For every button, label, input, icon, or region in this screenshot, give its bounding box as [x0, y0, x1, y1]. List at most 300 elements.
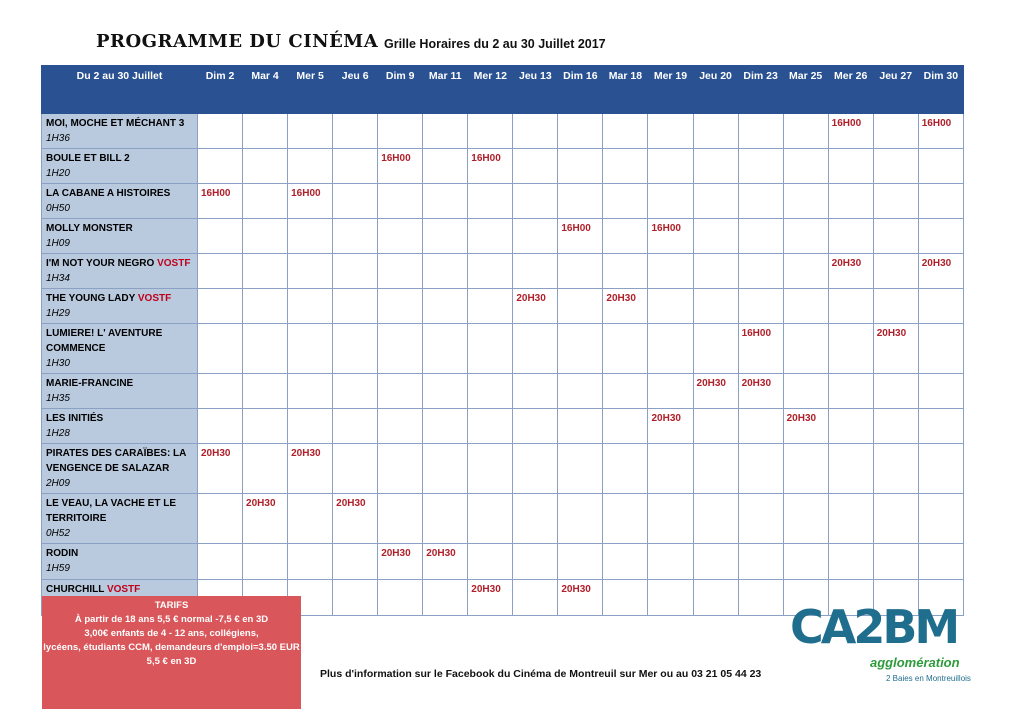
tarifs-heading: TARIFS: [154, 600, 189, 611]
showtime-cell: [423, 444, 468, 494]
showtime-cell: [378, 444, 423, 494]
film-cell: [42, 444, 198, 494]
vostf-tag: VOSTF: [157, 258, 191, 269]
showtime-cell: [828, 444, 873, 494]
showtime-cell: [558, 444, 603, 494]
day-header: Jeu 20: [693, 66, 738, 114]
showtime-cell: 20H30: [603, 289, 648, 324]
tarifs-line: 5,5 € en 3D: [146, 656, 197, 667]
tarifs-line: 3,00€ enfants de 4 - 12 ans, collégiens,: [84, 628, 259, 639]
showtime-cell: [288, 324, 333, 374]
showtime-cell: [918, 149, 963, 184]
showtime-cell: [918, 324, 963, 374]
film-row: [42, 254, 964, 289]
showtime-cell: 20H30: [783, 409, 828, 444]
showtime-cell: [558, 254, 603, 289]
day-header: Dim 2: [198, 66, 243, 114]
day-header: Jeu 27: [873, 66, 918, 114]
showtime-cell: [738, 149, 783, 184]
film-title-text: LES INITIÉS: [46, 413, 104, 424]
showtime-cell: [513, 374, 558, 409]
showtime-cell: [783, 289, 828, 324]
showtime-cell: [333, 289, 378, 324]
showtime-cell: [468, 544, 513, 580]
showtime-cell: [918, 444, 963, 494]
film-row: [42, 149, 964, 184]
showtime-cell: [918, 184, 963, 219]
film-title: [46, 546, 193, 561]
showtime-cell: [333, 409, 378, 444]
showtime-cell: 20H30: [423, 544, 468, 580]
showtime-cell: [198, 544, 243, 580]
showtime-cell: [423, 324, 468, 374]
showtime-cell: [558, 114, 603, 149]
showtime-cell: [693, 184, 738, 219]
showtime-cell: [918, 494, 963, 544]
showtime-cell: [828, 374, 873, 409]
showtime-cell: 20H30: [243, 494, 288, 544]
showtime-cell: 20H30: [918, 254, 963, 289]
vostf-tag: VOSTF: [137, 293, 172, 304]
showtime-cell: [558, 544, 603, 580]
day-header: Mer 5: [288, 66, 333, 114]
showtime-cell: [603, 184, 648, 219]
showtime-cell: [243, 324, 288, 374]
showtime-cell: [558, 494, 603, 544]
film-row: [42, 184, 964, 219]
showtime-cell: [648, 374, 693, 409]
film-title: [46, 116, 193, 131]
showtime-cell: [513, 114, 558, 149]
showtime-cell: [243, 219, 288, 254]
showtime-cell: [468, 374, 513, 409]
showtime-cell: 20H30: [558, 580, 603, 616]
film-row: [42, 409, 964, 444]
showtime-cell: [243, 289, 288, 324]
film-title: [46, 291, 193, 306]
showtime-cell: [603, 254, 648, 289]
showtime-cell: 20H30: [468, 580, 513, 616]
showtime-cell: [873, 114, 918, 149]
showtime-cell: [783, 254, 828, 289]
showtime-cell: [693, 254, 738, 289]
day-header: Mer 26: [828, 66, 873, 114]
showtime-cell: [288, 114, 333, 149]
showtime-cell: [558, 184, 603, 219]
film-title: [46, 326, 193, 356]
showtime-cell: [513, 324, 558, 374]
showtime-cell: [243, 374, 288, 409]
showtime-cell: [693, 114, 738, 149]
showtime-cell: [648, 580, 693, 616]
tarifs-line: lycéens, étudiants CCM, demandeurs d'emploi=3.50 EUR: [43, 642, 300, 653]
showtime-cell: [693, 494, 738, 544]
showtime-cell: [648, 114, 693, 149]
showtime-cell: [423, 409, 468, 444]
showtime-cell: 16H00: [288, 184, 333, 219]
showtime-cell: [468, 254, 513, 289]
showtime-cell: [513, 494, 558, 544]
showtime-cell: [738, 494, 783, 544]
showtime-cell: [738, 444, 783, 494]
showtime-cell: [828, 324, 873, 374]
showtime-cell: [378, 409, 423, 444]
showtime-cell: [333, 374, 378, 409]
showtime-cell: [198, 324, 243, 374]
showtime-cell: [603, 494, 648, 544]
showtime-cell: [468, 114, 513, 149]
film-cell: [42, 374, 198, 409]
film-title: [46, 446, 193, 476]
showtime-cell: 16H00: [378, 149, 423, 184]
showtime-cell: 16H00: [918, 114, 963, 149]
film-title: [46, 221, 193, 236]
showtime-cell: [558, 324, 603, 374]
film-row: [42, 219, 964, 254]
showtime-cell: [873, 219, 918, 254]
showtime-cell: [198, 254, 243, 289]
showtime-cell: [513, 219, 558, 254]
showtime-cell: [423, 254, 468, 289]
showtime-cell: [693, 219, 738, 254]
showtime-cell: 16H00: [558, 219, 603, 254]
showtime-cell: [648, 324, 693, 374]
showtime-cell: [333, 444, 378, 494]
showtime-cell: [828, 184, 873, 219]
showtime-cell: [333, 149, 378, 184]
film-title-text: MARIE-FRANCINE: [46, 378, 134, 389]
day-header: Mar 11: [423, 66, 468, 114]
film-row: [42, 544, 964, 580]
showtime-cell: [333, 544, 378, 580]
page-title: PROGRAMME DU CINÉMA: [96, 31, 379, 52]
film-title-text: THE YOUNG LADY: [46, 293, 136, 304]
showtime-cell: 16H00: [468, 149, 513, 184]
film-title: [46, 186, 193, 201]
showtime-cell: [333, 184, 378, 219]
day-header: Dim 23: [738, 66, 783, 114]
showtime-cell: [513, 444, 558, 494]
showtime-cell: [603, 219, 648, 254]
showtime-cell: [648, 289, 693, 324]
showtime-cell: [873, 289, 918, 324]
showtime-cell: [738, 184, 783, 219]
showtime-cell: [738, 114, 783, 149]
showtime-cell: [783, 219, 828, 254]
showtime-cell: 16H00: [198, 184, 243, 219]
film-duration: 1H34: [46, 273, 70, 284]
film-duration: 1H28: [46, 428, 70, 439]
film-row: [42, 374, 964, 409]
showtime-cell: [648, 184, 693, 219]
film-row: [42, 494, 964, 544]
film-cell: [42, 114, 198, 149]
day-header: Dim 9: [378, 66, 423, 114]
showtime-cell: [513, 149, 558, 184]
showtime-cell: [828, 544, 873, 580]
ca2bm-logo: [790, 600, 985, 690]
showtime-cell: 16H00: [648, 219, 693, 254]
film-title-text: I'M NOT YOUR NEGRO: [46, 258, 155, 269]
showtime-cell: [243, 114, 288, 149]
showtime-cell: [738, 544, 783, 580]
showtime-cell: [783, 184, 828, 219]
film-title: [46, 582, 193, 597]
vostf-tag: VOSTF: [106, 584, 141, 595]
showtime-cell: [378, 219, 423, 254]
film-cell: [42, 219, 198, 254]
logo-main-text: CA2BM: [790, 600, 958, 654]
showtime-cell: [828, 494, 873, 544]
logo-sub-text: agglomération: [870, 655, 960, 670]
showtime-cell: [198, 494, 243, 544]
showtime-cell: [288, 219, 333, 254]
showtime-cell: [558, 409, 603, 444]
film-duration: 1H09: [46, 238, 70, 249]
logo-tagline: 2 Baies en Montreuillois: [886, 674, 971, 683]
showtime-cell: [198, 289, 243, 324]
showtime-cell: 20H30: [648, 409, 693, 444]
showtime-cell: [198, 374, 243, 409]
showtime-cell: [198, 149, 243, 184]
showtime-cell: [828, 149, 873, 184]
film-title-text: BOULE ET BILL 2: [46, 153, 130, 164]
day-header: Mar 18: [603, 66, 648, 114]
showtime-cell: [648, 149, 693, 184]
showtime-cell: [603, 580, 648, 616]
film-title: [46, 376, 193, 391]
showtime-cell: [693, 149, 738, 184]
showtime-cell: [783, 444, 828, 494]
showtime-cell: [468, 324, 513, 374]
schedule-grid: [41, 65, 964, 616]
day-header: Dim 16: [558, 66, 603, 114]
showtime-cell: [738, 409, 783, 444]
showtime-cell: [918, 289, 963, 324]
showtime-cell: [513, 184, 558, 219]
showtime-cell: [288, 494, 333, 544]
showtime-cell: [873, 494, 918, 544]
showtime-cell: [423, 374, 468, 409]
showtime-cell: [513, 580, 558, 616]
showtime-cell: [603, 324, 648, 374]
showtime-cell: [423, 289, 468, 324]
showtime-cell: 16H00: [828, 114, 873, 149]
showtime-cell: [648, 494, 693, 544]
showtime-cell: [603, 114, 648, 149]
showtime-cell: [468, 409, 513, 444]
showtime-cell: [378, 254, 423, 289]
showtime-cell: [378, 289, 423, 324]
showtime-cell: 20H30: [513, 289, 558, 324]
page-subtitle: Grille Horaires du 2 au 30 Juillet 2017: [384, 37, 606, 51]
film-title-text: MOLLY MONSTER: [46, 223, 133, 234]
showtime-cell: [288, 254, 333, 289]
showtime-cell: [693, 580, 738, 616]
showtime-cell: [648, 444, 693, 494]
showtime-cell: [693, 409, 738, 444]
showtime-cell: [423, 219, 468, 254]
showtime-cell: [873, 374, 918, 409]
showtime-cell: [783, 494, 828, 544]
showtime-cell: [468, 184, 513, 219]
film-duration: 1H29: [46, 308, 70, 319]
film-cell: [42, 409, 198, 444]
film-duration: 1H36: [46, 133, 70, 144]
film-cell: [42, 149, 198, 184]
showtime-cell: [468, 289, 513, 324]
film-duration: 1H20: [46, 168, 70, 179]
showtime-cell: [783, 544, 828, 580]
showtime-cell: 20H30: [333, 494, 378, 544]
showtime-cell: [198, 409, 243, 444]
showtime-cell: 20H30: [198, 444, 243, 494]
showtime-cell: [423, 149, 468, 184]
showtime-cell: [873, 544, 918, 580]
film-duration: 1H59: [46, 563, 70, 574]
showtime-cell: [648, 544, 693, 580]
showtime-cell: [243, 409, 288, 444]
film-title: [46, 411, 193, 426]
corner-header: Du 2 au 30 Juillet: [42, 66, 198, 114]
film-title: [46, 496, 193, 526]
showtime-cell: [288, 544, 333, 580]
showtime-cell: [333, 254, 378, 289]
showtime-cell: [603, 444, 648, 494]
showtime-cell: [423, 114, 468, 149]
showtime-cell: 20H30: [288, 444, 333, 494]
showtime-cell: [288, 374, 333, 409]
showtime-cell: [378, 114, 423, 149]
showtime-cell: [918, 219, 963, 254]
showtime-cell: [243, 444, 288, 494]
showtime-cell: [873, 149, 918, 184]
showtime-cell: [423, 184, 468, 219]
tarifs-box: [42, 596, 301, 709]
showtime-cell: [333, 219, 378, 254]
film-row: [42, 444, 964, 494]
showtime-cell: [378, 580, 423, 616]
showtime-cell: [603, 544, 648, 580]
showtime-cell: 20H30: [873, 324, 918, 374]
showtime-cell: 20H30: [828, 254, 873, 289]
showtime-cell: [333, 324, 378, 374]
film-cell: [42, 184, 198, 219]
showtime-cell: [783, 149, 828, 184]
film-cell: [42, 544, 198, 580]
showtime-cell: [378, 184, 423, 219]
showtime-cell: 16H00: [738, 324, 783, 374]
showtime-cell: [513, 544, 558, 580]
info-text: Plus d'information sur le Facebook du Cinéma de Montreuil sur Mer ou au 03 21 05 44 23: [320, 668, 762, 680]
showtime-cell: [828, 289, 873, 324]
showtime-cell: [738, 289, 783, 324]
showtime-cell: [918, 374, 963, 409]
film-duration: 0H52: [46, 528, 70, 539]
film-duration: 2H09: [46, 478, 70, 489]
day-header: Dim 30: [918, 66, 963, 114]
film-cell: [42, 324, 198, 374]
showtime-cell: [423, 494, 468, 544]
showtime-cell: [603, 409, 648, 444]
film-cell: [42, 254, 198, 289]
film-row: [42, 114, 964, 149]
film-title-text: MOI, MOCHE ET MÉCHANT 3: [46, 118, 185, 129]
showtime-cell: [603, 374, 648, 409]
film-title: [46, 256, 193, 271]
showtime-cell: [693, 324, 738, 374]
showtime-cell: [558, 149, 603, 184]
film-title-text: LE VEAU, LA VACHE ET LE TERRITOIRE: [46, 498, 177, 524]
showtime-cell: [468, 494, 513, 544]
film-cell: [42, 289, 198, 324]
showtime-cell: [378, 494, 423, 544]
showtime-cell: [558, 289, 603, 324]
film-row: [42, 324, 964, 374]
showtime-cell: [603, 149, 648, 184]
showtime-cell: [243, 184, 288, 219]
showtime-cell: [918, 544, 963, 580]
showtime-cell: [693, 444, 738, 494]
day-header: Mer 12: [468, 66, 513, 114]
showtime-cell: [693, 544, 738, 580]
showtime-cell: [648, 254, 693, 289]
showtime-cell: [873, 184, 918, 219]
showtime-cell: [333, 114, 378, 149]
showtime-cell: 20H30: [378, 544, 423, 580]
showtime-cell: [288, 289, 333, 324]
showtime-cell: [738, 254, 783, 289]
showtime-cell: [198, 219, 243, 254]
showtime-cell: [783, 114, 828, 149]
film-duration: 0H50: [46, 203, 70, 214]
showtime-cell: [378, 324, 423, 374]
showtime-cell: [243, 544, 288, 580]
showtime-cell: [423, 580, 468, 616]
day-header: Mer 19: [648, 66, 693, 114]
film-duration: 1H30: [46, 358, 70, 369]
showtime-cell: [558, 374, 603, 409]
film-title-text: RODIN: [46, 548, 79, 559]
showtime-cell: [333, 580, 378, 616]
tarifs-line: À partir de 18 ans 5,5 € normal -7,5 € en 3D: [74, 614, 269, 625]
showtime-cell: [288, 149, 333, 184]
film-title-text: LUMIERE! L' AVENTURE COMMENCE: [46, 328, 163, 354]
showtime-cell: [243, 254, 288, 289]
showtime-cell: [198, 114, 243, 149]
showtime-cell: [738, 219, 783, 254]
showtime-cell: [828, 219, 873, 254]
day-header: Jeu 13: [513, 66, 558, 114]
showtime-cell: [783, 374, 828, 409]
showtime-cell: [693, 289, 738, 324]
showtime-cell: [243, 149, 288, 184]
film-row: [42, 289, 964, 324]
showtime-cell: [513, 409, 558, 444]
header-row: [42, 66, 964, 114]
showtime-cell: [378, 374, 423, 409]
showtime-cell: 20H30: [738, 374, 783, 409]
showtime-cell: [468, 219, 513, 254]
film-title-text: LA CABANE A HISTOIRES: [46, 188, 171, 199]
showtime-cell: [468, 444, 513, 494]
showtime-cell: [918, 409, 963, 444]
showtime-cell: [783, 324, 828, 374]
showtime-cell: 20H30: [693, 374, 738, 409]
showtime-cell: [873, 409, 918, 444]
showtime-cell: [873, 254, 918, 289]
showtime-cell: [828, 409, 873, 444]
